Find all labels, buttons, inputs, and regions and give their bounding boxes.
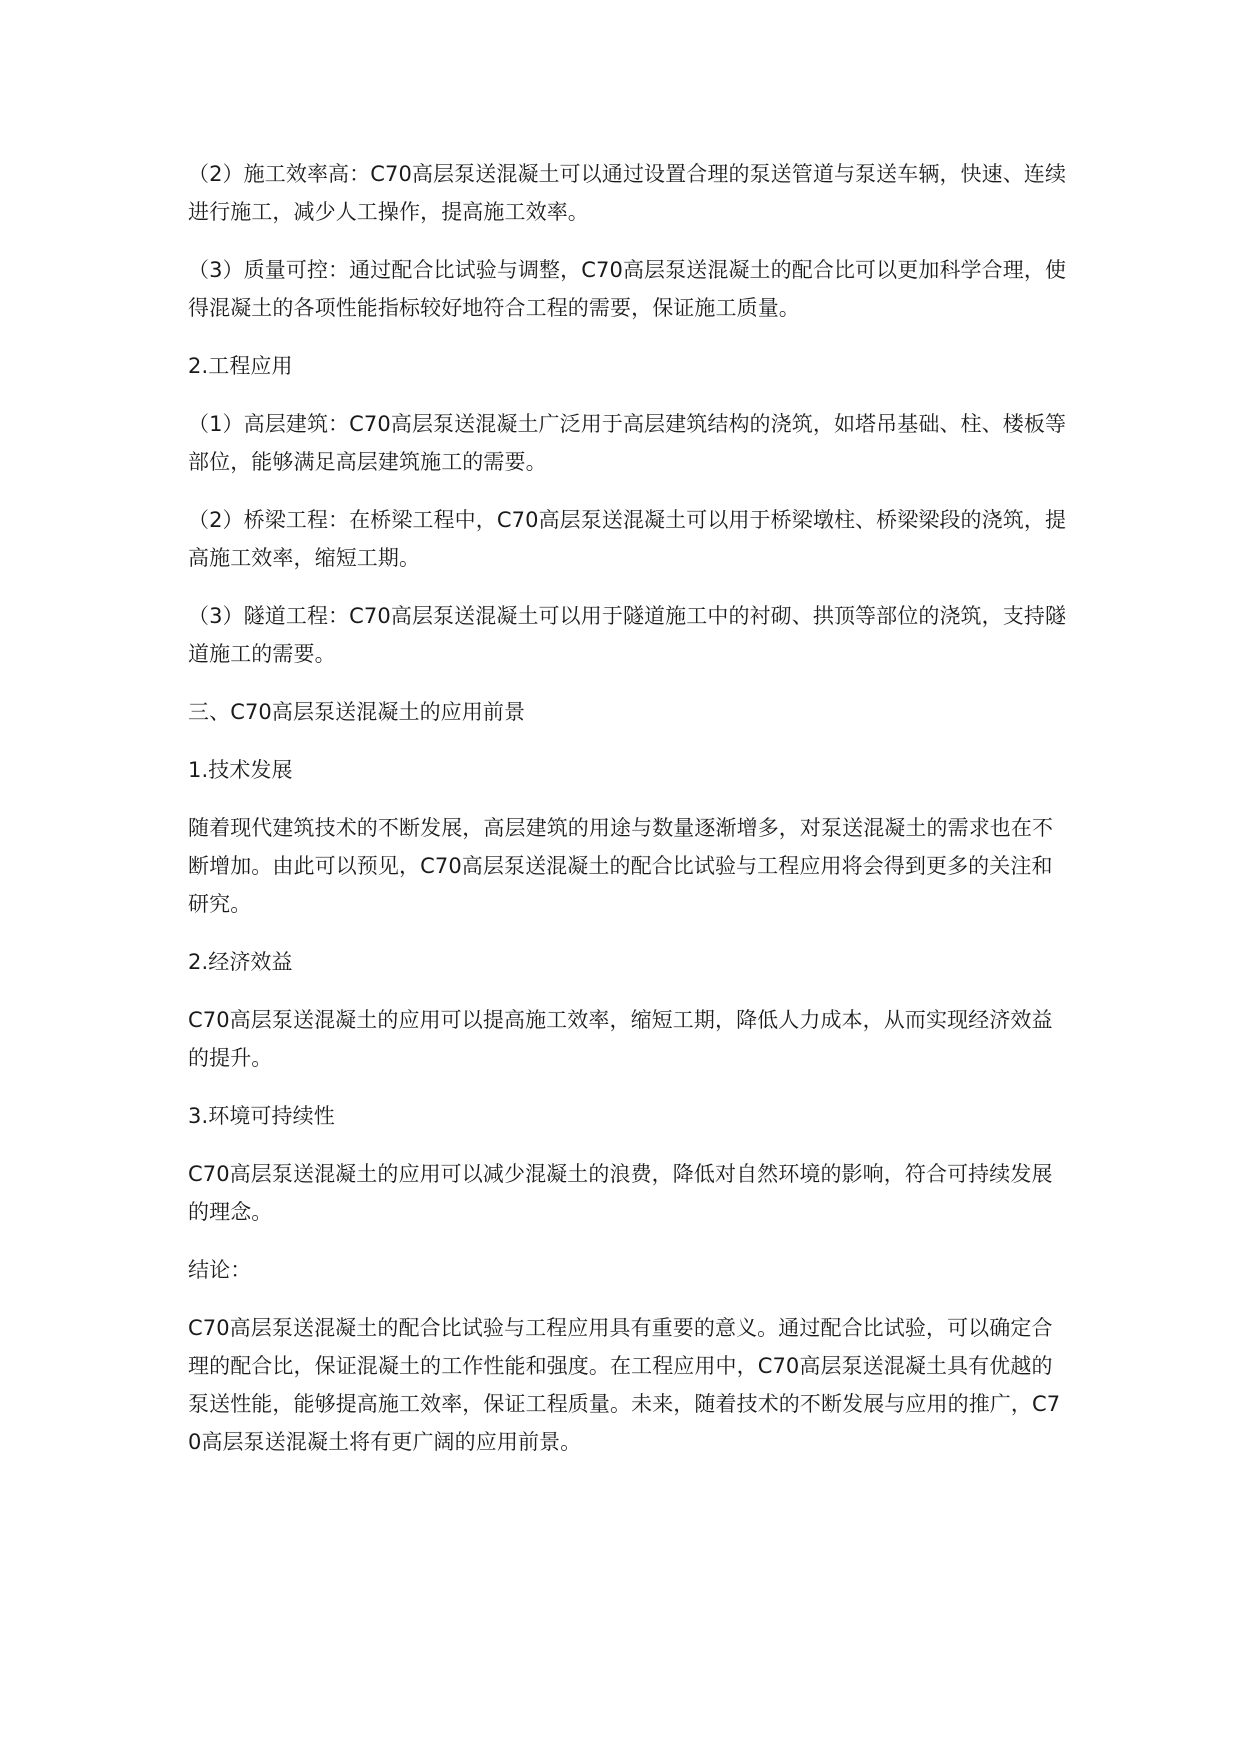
subheading-environmental-sustainability: 3.环境可持续性 xyxy=(188,1104,335,1128)
paragraph-technology-development: 随着现代建筑技术的不断发展，高层建筑的用途与数量逐渐增多，对泵送混凝土的需求也在不断增加。由此可以预见，C70高层泵送混凝土的配合比试验与工程应用将会得到更多的关注和研究。 xyxy=(188,816,1054,916)
section-heading-engineering-application: 2.工程应用 xyxy=(188,354,293,378)
subheading-economic-benefits: 2.经济效益 xyxy=(188,950,293,974)
paragraph-construction-efficiency: （2）施工效率高：C70高层泵送混凝土可以通过设置合理的泵送管道与泵送车辆，快速、连续进行施工，减少人工操作，提高施工效率。 xyxy=(188,162,1067,224)
paragraph-tunnel-engineering: （3）隧道工程：C70高层泵送混凝土可以用于隧道施工中的衬砌、拱顶等部位的浇筑，支持隧道施工的需要。 xyxy=(188,604,1067,666)
conclusion-heading: 结论： xyxy=(188,1258,252,1282)
paragraph-bridge-engineering: （2）桥梁工程：在桥梁工程中，C70高层泵送混凝土可以用于桥梁墩柱、桥梁梁段的浇筑，提高施工效率，缩短工期。 xyxy=(188,508,1067,570)
paragraph-conclusion: C70高层泵送混凝土的配合比试验与工程应用具有重要的意义。通过配合比试验，可以确定合理的配合比，保证混凝土的工作性能和强度。在工程应用中，C70高层泵送混凝土具有优越的泵送性能，能够提高施工效率，保证工程质量。未来，随着技术的不断发展与应用的推广，C70高层泵送混凝土将有更广阔的应用前景。 xyxy=(188,1316,1061,1454)
paragraph-environmental-sustainability: C70高层泵送混凝土的应用可以减少混凝土的浪费，降低对自然环境的影响，符合可持续发展的理念。 xyxy=(188,1162,1053,1224)
paragraph-high-rise-buildings: （1）高层建筑：C70高层泵送混凝土广泛用于高层建筑结构的浇筑，如塔吊基础、柱、楼板等部位，能够满足高层建筑施工的需要。 xyxy=(188,412,1067,474)
subheading-technology-development: 1.技术发展 xyxy=(188,758,293,782)
paragraph-quality-control: （3）质量可控：通过配合比试验与调整，C70高层泵送混凝土的配合比可以更加科学合理，使得混凝土的各项性能指标较好地符合工程的需要，保证施工质量。 xyxy=(188,258,1067,320)
paragraph-economic-benefits: C70高层泵送混凝土的应用可以提高施工效率，缩短工期，降低人力成本，从而实现经济效益的提升。 xyxy=(188,1008,1053,1070)
document-body xyxy=(188,155,1068,1481)
section-heading-application-prospects: 三、C70高层泵送混凝土的应用前景 xyxy=(188,700,526,724)
